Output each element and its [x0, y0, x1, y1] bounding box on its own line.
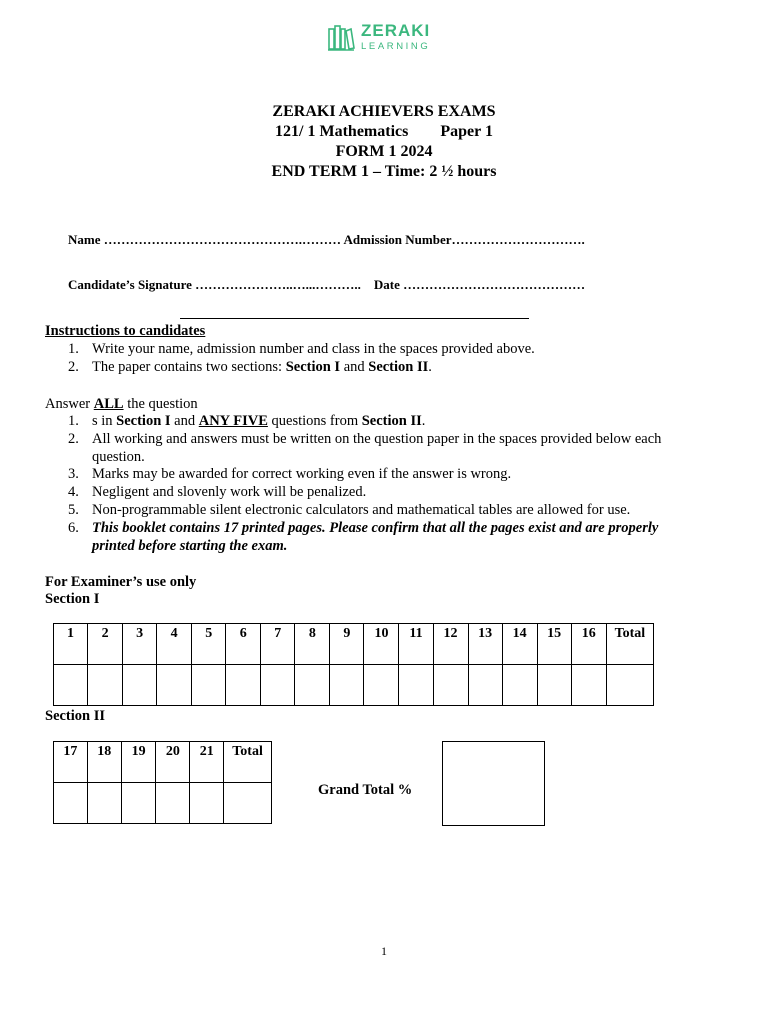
column-header-cell: 3: [123, 624, 157, 665]
column-header-cell: 10: [364, 624, 399, 665]
table-entry-row: [54, 665, 654, 706]
mark-entry-cell[interactable]: [226, 665, 261, 706]
mark-entry-cell[interactable]: [364, 665, 399, 706]
column-header-cell: 14: [502, 624, 537, 665]
mark-entry-cell[interactable]: [192, 665, 226, 706]
column-header-cell: 5: [192, 624, 226, 665]
mark-entry-cell[interactable]: [295, 665, 330, 706]
section-2-label: Section II: [45, 708, 106, 724]
mark-entry-cell[interactable]: [571, 665, 606, 706]
mark-entry-cell[interactable]: [330, 665, 364, 706]
column-header-cell: Total: [606, 624, 653, 665]
list-item: 1. Write your name, admission number and class in the spaces provided above.: [68, 341, 535, 357]
column-header-cell: 20: [156, 742, 190, 783]
column-header-cell: 7: [261, 624, 295, 665]
column-header-cell: 8: [295, 624, 330, 665]
instructions-list: [68, 341, 718, 377]
table-entry-row: [54, 783, 272, 824]
instructions-list-2: [68, 413, 698, 555]
mark-entry-cell[interactable]: [88, 665, 123, 706]
mark-entry-cell[interactable]: [537, 665, 571, 706]
signature-date-field[interactable]: Candidate’s Signature …………………..…...……….. Date ……………………………………: [68, 277, 586, 292]
mark-entry-cell[interactable]: [261, 665, 295, 706]
mark-entry-cell[interactable]: [224, 783, 272, 824]
list-item: 6. This booklet contains 17 printed pages. Please confirm that all the pages exist and are properly printed before starting the exam.: [68, 519, 659, 554]
column-header-cell: 1: [54, 624, 88, 665]
list-item: 4. Negligent and slovenly work will be penalized.: [68, 484, 367, 501]
mark-entry-cell[interactable]: [54, 783, 88, 824]
list-item: 5. Non-programmable silent electronic calculators and mathematical tables are allowed for use.: [68, 501, 631, 518]
column-header-cell: 9: [330, 624, 364, 665]
column-header-cell: 2: [88, 624, 123, 665]
instructions-heading: Instructions to candidates: [45, 323, 206, 339]
form-year: FORM 1 2024: [335, 143, 433, 160]
table-header-row: [54, 624, 654, 665]
list-item: 2. All working and answers must be written on the question paper in the spaces provided below each question.: [68, 430, 662, 465]
list-item: 1. s in Section I and ANY FIVE questions from Section II.: [68, 413, 426, 429]
subject-paper: 121/ 1 Mathematics Paper 1: [275, 123, 493, 140]
mark-entry-cell[interactable]: [502, 665, 537, 706]
column-header-cell: 13: [468, 624, 502, 665]
column-header-cell: 4: [157, 624, 192, 665]
exam-title: ZERAKI ACHIEVERS EXAMS: [272, 103, 496, 120]
list-item: 3. Marks may be awarded for correct working even if the answer is wrong.: [68, 466, 512, 483]
zeraki-logo: [327, 22, 430, 52]
mark-entry-cell[interactable]: [399, 665, 433, 706]
section-2-marks-table: [53, 741, 272, 824]
column-header-cell: 16: [571, 624, 606, 665]
page-number: 1: [381, 944, 387, 958]
answer-all-line: Answer ALL the question: [45, 396, 198, 412]
exam-title-block: [0, 102, 768, 182]
section-1-label: Section I: [45, 591, 100, 607]
logo-brand: ZERAKI: [361, 21, 431, 40]
zeraki-books-icon: [327, 23, 355, 51]
logo-subtitle: LEARNING: [361, 41, 431, 52]
mark-entry-cell[interactable]: [433, 665, 468, 706]
column-header-cell: 21: [190, 742, 224, 783]
mark-entry-cell[interactable]: [468, 665, 502, 706]
mark-entry-cell[interactable]: [606, 665, 653, 706]
examiner-heading: For Examiner’s use only: [45, 574, 197, 590]
term-time: END TERM 1 – Time: 2 ½ hours: [271, 163, 497, 180]
divider-line: [180, 318, 529, 319]
mark-entry-cell[interactable]: [54, 665, 88, 706]
mark-entry-cell[interactable]: [157, 665, 192, 706]
column-header-cell: 15: [537, 624, 571, 665]
column-header-cell: Total: [224, 742, 272, 783]
grand-total-label: Grand Total %: [318, 782, 413, 798]
mark-entry-cell[interactable]: [190, 783, 224, 824]
column-header-cell: 18: [87, 742, 121, 783]
section-1-marks-table: [53, 623, 654, 706]
column-header-cell: 6: [226, 624, 261, 665]
column-header-cell: 17: [54, 742, 88, 783]
mark-entry-cell[interactable]: [123, 665, 157, 706]
table-header-row: [54, 742, 272, 783]
name-admission-field[interactable]: Name ……………………………………….……… Admission Number………………………….: [68, 232, 585, 247]
list-item: 2. The paper contains two sections: Section I and Section II.: [68, 358, 432, 375]
mark-entry-cell[interactable]: [87, 783, 121, 824]
mark-entry-cell[interactable]: [121, 783, 156, 824]
column-header-cell: 11: [399, 624, 433, 665]
column-header-cell: 19: [121, 742, 156, 783]
mark-entry-cell[interactable]: [156, 783, 190, 824]
column-header-cell: 12: [433, 624, 468, 665]
grand-total-box[interactable]: [442, 741, 545, 826]
